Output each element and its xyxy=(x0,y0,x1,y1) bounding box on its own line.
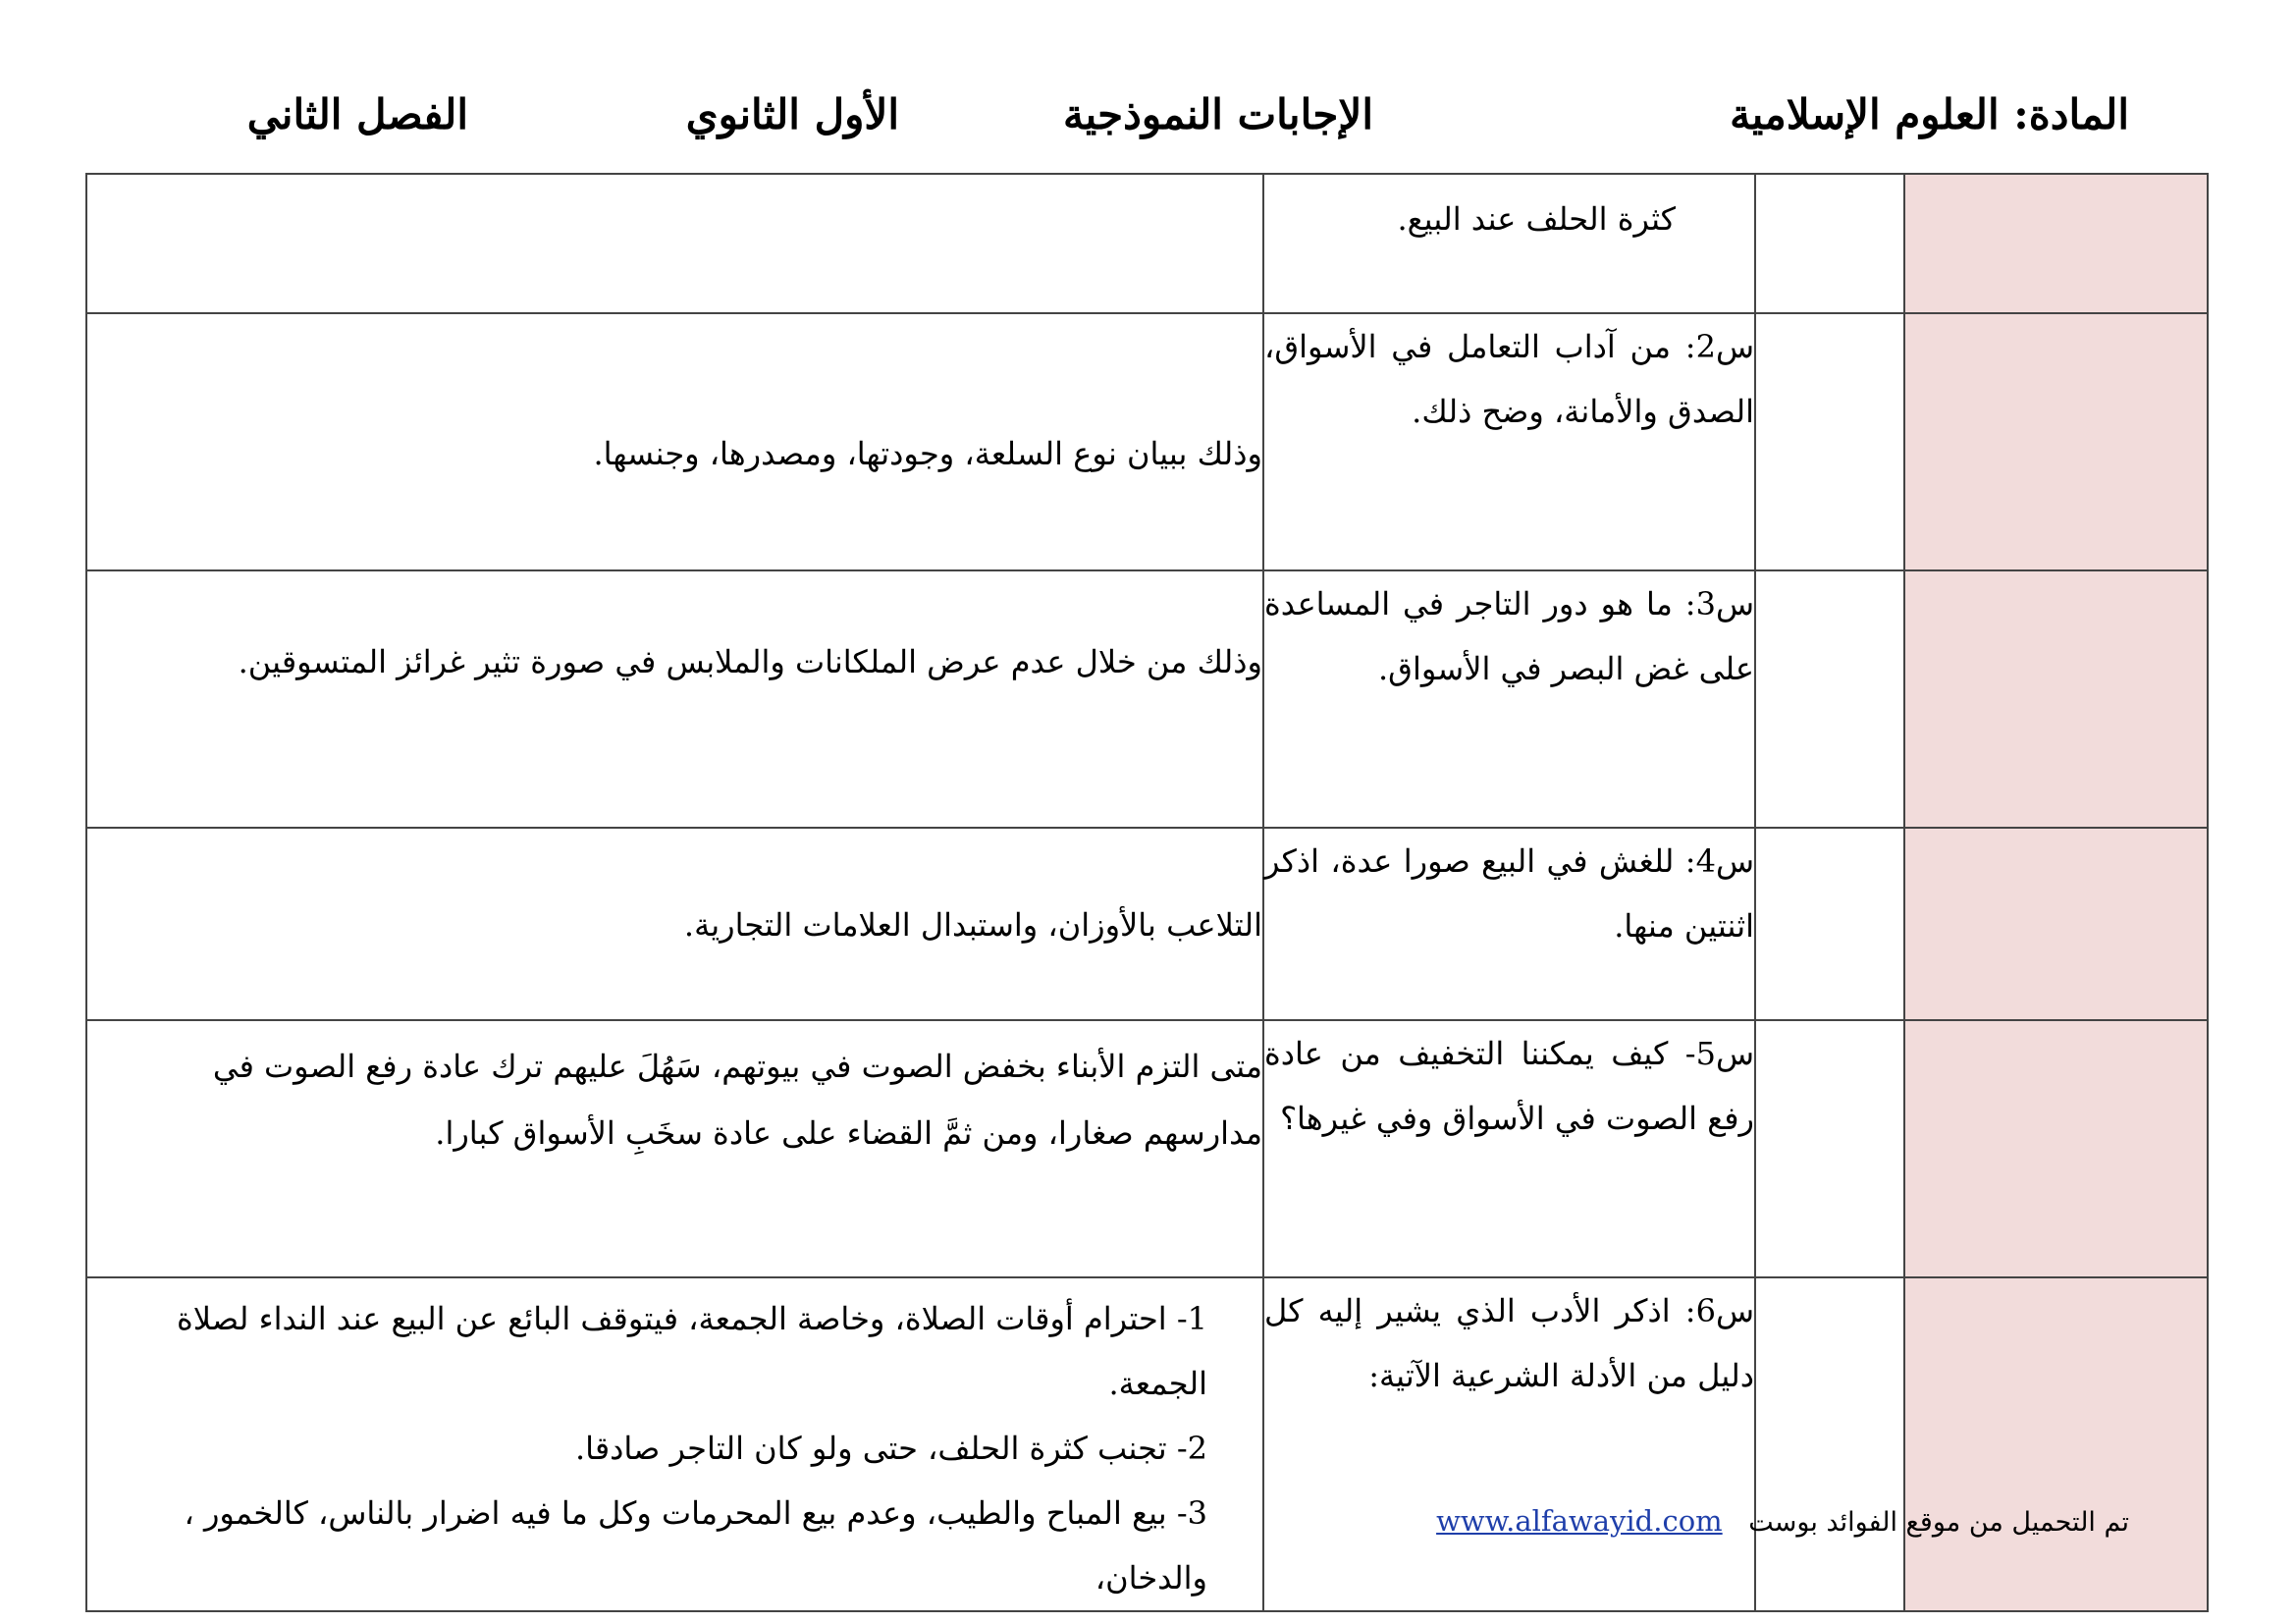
score-cell xyxy=(1904,828,2208,1020)
table-row xyxy=(86,1277,2208,1611)
question-cell: س5- كيف يمكننا التخفيف من عادة رفع الصوت في الأسواق وفي غيرها؟ xyxy=(1263,1020,1755,1277)
website-link[interactable]: www.alfawayid.com xyxy=(1436,1504,1723,1538)
table-row xyxy=(86,313,2208,570)
answer-text: متى التزم الأبناء بخفض الصوت في بيوتهم، سَهُلَ عليهم ترك عادة رفع الصوت في مدارسهم صغارا، ومن ثمَّ القضاء على عادة سخَبِ الأسواق كبارا. xyxy=(212,1048,1262,1152)
table-row xyxy=(86,570,2208,828)
answer-list-item: 1- احترام أوقات الصلاة، وخاصة الجمعة، فيتوقف البائع عن البيع عند النداء لصلاة الجمعة. xyxy=(177,1300,1207,1402)
score-cell xyxy=(1904,174,2208,313)
table-row xyxy=(86,828,2208,1020)
answer-text: وذلك ببيان نوع السلعة، وجودتها، ومصدرها، وجنسها. xyxy=(593,435,1262,472)
answers-table xyxy=(85,173,2209,1612)
mark-cell xyxy=(1755,828,1904,1020)
mark-cell xyxy=(1755,313,1904,570)
answer-text: وذلك من خلال عدم عرض الملكانات والملابس في صورة تثير غرائز المتسوقين. xyxy=(238,643,1262,680)
question-cell: س3: ما هو دور التاجر في المساعدة على غض البصر في الأسواق. xyxy=(1263,570,1755,828)
question-cell: س4: للغش في البيع صورا عدة، اذكر اثنتين منها. xyxy=(1263,828,1755,1020)
answer-list-item: 2- تجنب كثرة الحلف، حتى ولو كان التاجر صادقا. xyxy=(574,1430,1207,1467)
answer-cell xyxy=(86,313,1263,570)
answer-cell xyxy=(86,570,1263,828)
table-row xyxy=(86,1020,2208,1277)
grade-label: الأول الثانوي xyxy=(685,90,899,138)
document-title: الإجابات النموذجية xyxy=(1062,90,1373,138)
answer-cell xyxy=(86,174,1263,313)
mark-cell xyxy=(1755,1277,1904,1611)
score-cell xyxy=(1904,570,2208,828)
download-credit: تم التحميل من موقع الفوائد بوست xyxy=(1748,1507,2129,1538)
question-cell: كثرة الحلف عند البيع. xyxy=(1263,174,1755,313)
answer-cell xyxy=(86,1020,1263,1277)
answer-cell xyxy=(86,828,1263,1020)
table-row xyxy=(86,174,2208,313)
answer-text: التلاعب بالأوزان، واستبدال العلامات التجارية. xyxy=(683,906,1262,944)
mark-cell xyxy=(1755,174,1904,313)
score-cell xyxy=(1904,1020,2208,1277)
answer-cell xyxy=(86,1277,1263,1611)
score-cell xyxy=(1904,1277,2208,1611)
subject-title: المادة: العلوم الإسلامية xyxy=(1730,90,2129,138)
question-cell: س2: من آداب التعامل في الأسواق، الصدق والأمانة، وضح ذلك. xyxy=(1263,313,1755,570)
score-cell xyxy=(1904,313,2208,570)
page-header xyxy=(0,90,2296,159)
mark-cell xyxy=(1755,570,1904,828)
mark-cell xyxy=(1755,1020,1904,1277)
answer-list-item: 3- بيع المباح والطيب، وعدم بيع المحرمات وكل ما فيه اضرار بالناس، كالخمور ، والدخان، xyxy=(184,1494,1207,1597)
question-cell: س6: اذكر الأدب الذي يشير إليه كل دليل من الأدلة الشرعية الآتية: xyxy=(1263,1277,1755,1611)
page-footer xyxy=(1436,1504,2129,1538)
term-label: الفصل الثاني xyxy=(246,90,468,138)
